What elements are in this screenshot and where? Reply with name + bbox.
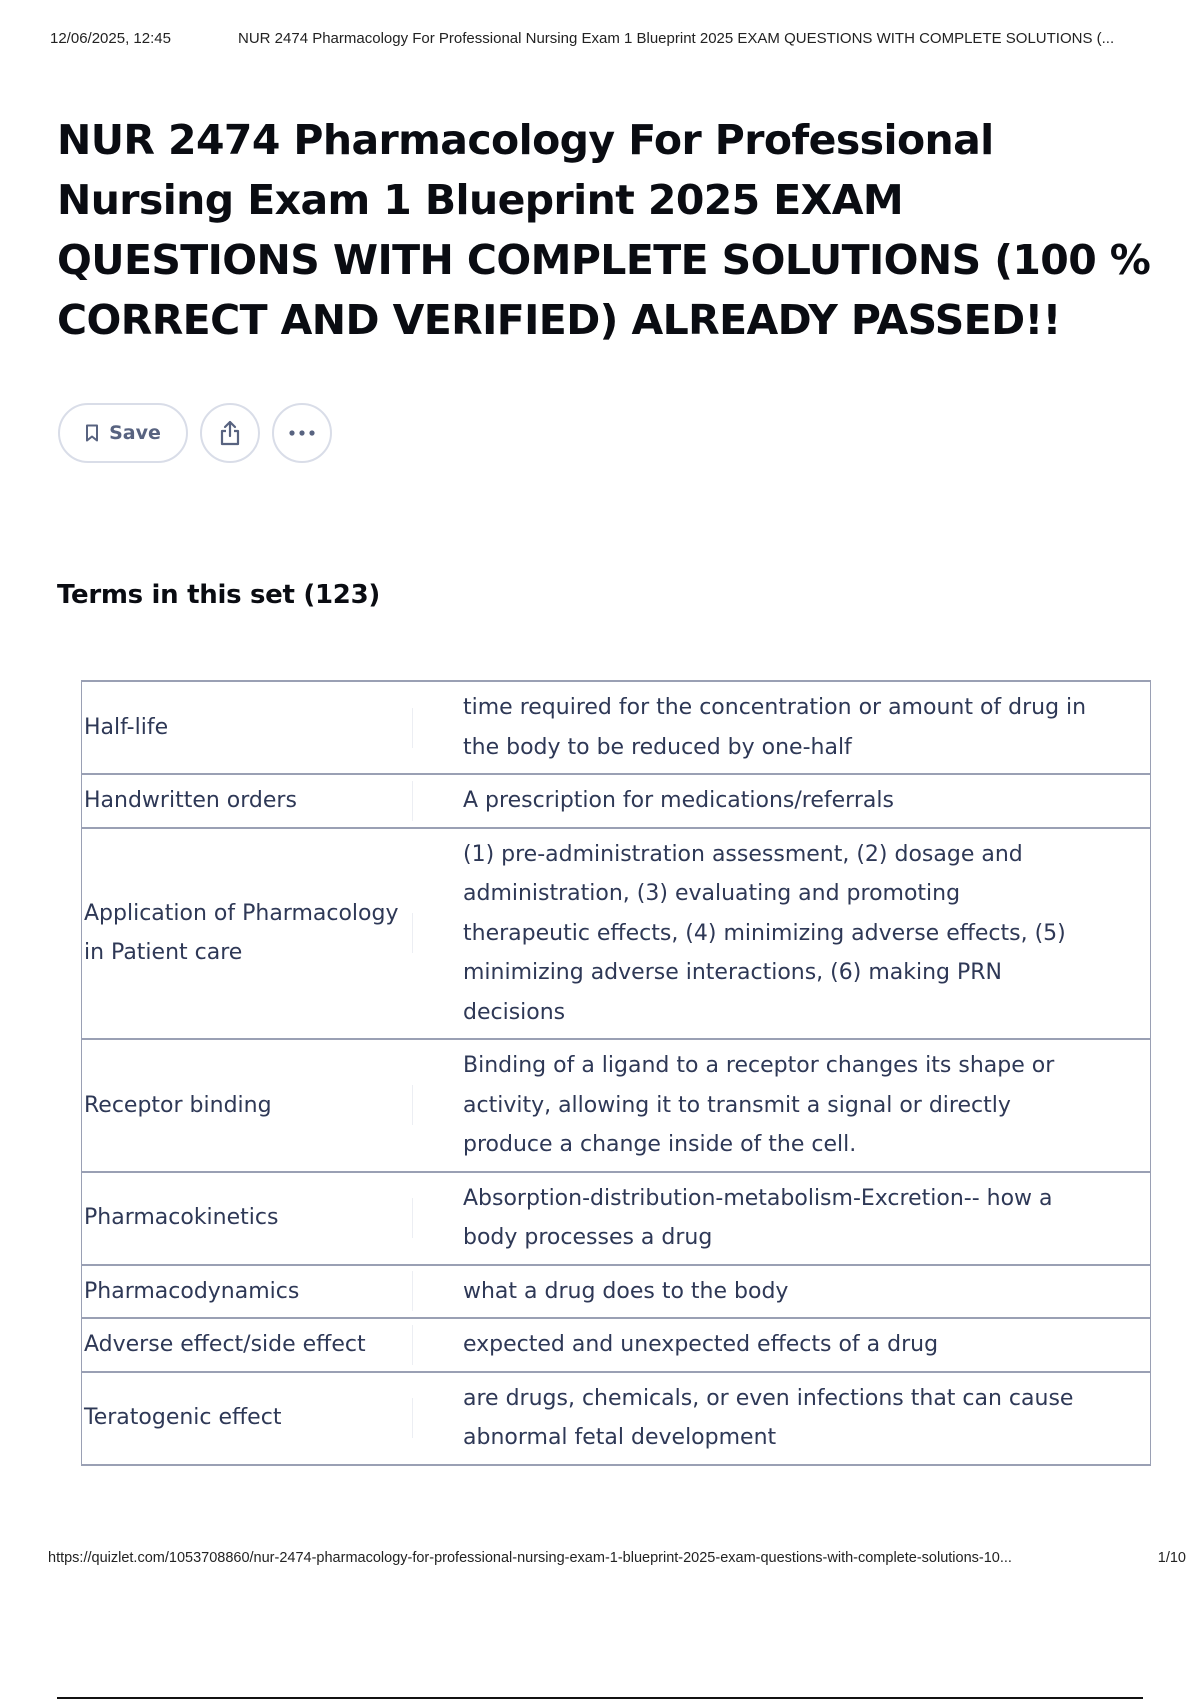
share-button[interactable] [200,403,260,463]
save-button[interactable] [58,403,188,463]
more-options-button[interactable] [272,403,332,463]
term-text: Handwritten orders [82,774,413,828]
terms-heading: Terms in this set (123) [57,580,380,610]
term-text: Pharmacodynamics [82,1265,413,1319]
term-text: Half-life [82,681,413,774]
term-text: Application of Pharmacology in Patient care [82,828,413,1040]
definition-text: what a drug does to the body [413,1265,1151,1319]
definition-text: Binding of a ligand to a receptor changes its shape or activity, allowing it to transmit a signal or directly produce a change inside of the cell. [413,1039,1151,1172]
more-options-icon [289,430,315,436]
bottom-divider [57,1697,1143,1699]
term-text: Adverse effect/side effect [82,1318,413,1372]
print-footer [48,1550,1186,1570]
term-row [82,774,1151,828]
print-header [50,30,1180,50]
term-row [82,828,1151,1040]
term-row [82,1265,1151,1319]
term-text: Pharmacokinetics [82,1172,413,1265]
action-bar [58,403,332,463]
share-icon [218,420,242,446]
term-row [82,1172,1151,1265]
terms-table [81,680,1151,1466]
page-title: NUR 2474 Pharmacology For Professional Nursing Exam 1 Blueprint 2025 EXAM QUESTIONS WITH COMPLETE SOLUTIONS (100 % CORRECT AND VERIFIED) ALREADY PASSED!! [57,116,1151,344]
print-url: https://quizlet.com/1053708860/nur-2474-pharmacology-for-professional-nursing-exam-1-blueprint-2025-exam-questions-with-complete-solutions-10... [48,1550,1012,1566]
term-text: Receptor binding [82,1039,413,1172]
terms-table-body [82,681,1151,1465]
definition-text: (1) pre-administration assessment, (2) dosage and administration, (3) evaluating and promoting therapeutic effects, (4) minimizing adverse effects, (5) minimizing adverse interactions, (6) making PRN decisions [413,828,1151,1040]
term-text: Teratogenic effect [82,1372,413,1465]
save-label: Save [109,422,161,444]
definition-text: are drugs, chemicals, or even infections that can cause abnormal fetal development [413,1372,1151,1465]
term-row [82,1372,1151,1465]
bookmark-icon [85,424,99,442]
term-row [82,681,1151,774]
page-number: 1/10 [1157,1550,1186,1566]
definition-text: time required for the concentration or amount of drug in the body to be reduced by one-half [413,681,1151,774]
definition-text: expected and unexpected effects of a drug [413,1318,1151,1372]
term-row [82,1039,1151,1172]
definition-text: A prescription for medications/referrals [413,774,1151,828]
print-doc-title: NUR 2474 Pharmacology For Professional Nursing Exam 1 Blueprint 2025 EXAM QUESTIONS WITH COMPLETE SOLUTIONS (... [238,30,1115,47]
print-date: 12/06/2025, 12:45 [50,30,171,47]
term-row [82,1318,1151,1372]
definition-text: Absorption-distribution-metabolism-Excretion-- how a body processes a drug [413,1172,1151,1265]
